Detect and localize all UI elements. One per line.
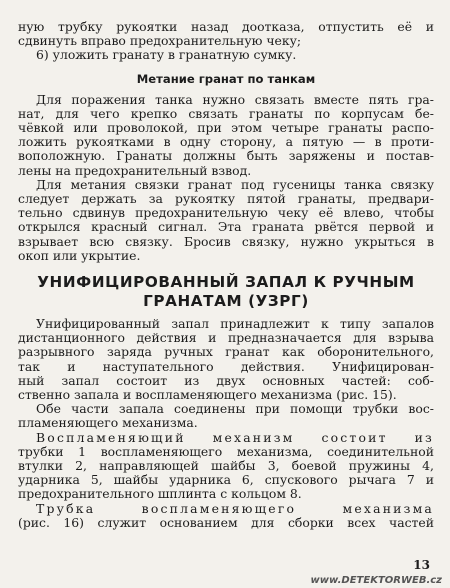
text-line: воположную. Гранаты должны быть заряжены и постав- (18, 149, 434, 164)
text-line: Обе части запала соединены при помощи трубки вос- (36, 402, 434, 417)
text-line: (рис. 16) служит основанием для сборки всех частей (18, 515, 434, 530)
paragraph (18, 93, 434, 178)
text-line: открылся красный сигнал. Эта граната рвётся первой и (18, 220, 434, 235)
text-line: ударника 5, шайбы ударника 6, спускового рычага 7 и (18, 473, 434, 488)
text-line: предохранительного шплинта с кольцом 8. (18, 487, 302, 502)
text-line: ный запал состоит из двух основных частей: соб- (18, 373, 434, 388)
paragraph (18, 502, 434, 530)
text-line: нат, для чего крепко связать гранаты по корпусам бе- (18, 106, 434, 121)
page-number: 13 (413, 558, 430, 572)
text-line: 6) уложить гранату в гранатную сумку. (36, 48, 297, 63)
text-line: лены на предохранительный взвод. (18, 163, 252, 178)
text-line: взрывает всю связку. Бросив связку, нужно укрыться в (18, 234, 434, 249)
text-line: тельно сдвинув предохранительную чеку её влево, чтобы (18, 206, 434, 221)
text-line: ную трубку рукоятки назад доотказа, отпустить её и (18, 20, 434, 34)
text-line: дистанционного действия и предназначается для взрыва (18, 331, 434, 346)
text-line: Для метания связки гранат под гусеницы танка связку (36, 177, 434, 192)
text-line: следует держать за рукоятку пятой гранаты, предвари- (18, 192, 434, 207)
text-line: Воспламеняющий механизм состоит из (36, 430, 434, 445)
paragraph (18, 402, 434, 430)
text-line: Трубка воспламеняющего механизма (36, 501, 434, 516)
text-line: окоп или укрытие. (18, 248, 141, 263)
heading-line: УНИФИЦИРОВАННЫЙ ЗАПАЛ К РУЧНЫМ (37, 273, 415, 292)
text-line: пламеняющего механизма. (18, 416, 198, 431)
text-line: Унифицированный запал принадлежит к типу запалов (36, 317, 434, 332)
text-line: разрывного заряда ручных гранат как оборонительного, (18, 345, 434, 360)
section-title: Метание гранат по танкам (136, 71, 316, 86)
text-line: ложить рукоятками в одну сторону, а пятую — в проти- (18, 135, 434, 150)
text-line: трубки 1 воспламеняющего механизма, соединительной (18, 444, 434, 459)
text-line: Для поражения танка нужно связать вместе пять гра- (36, 92, 434, 107)
top-paragraph (18, 20, 434, 63)
heading-line: ГРАНАТАМ (УЗРГ) (143, 292, 309, 311)
paragraph (18, 317, 434, 402)
chapter-heading (18, 273, 434, 311)
text-line: чёвкой или проволокой, при этом четыре гранаты распо- (18, 121, 434, 136)
text-line: сдвинуть вправо предохранительную чеку; (18, 34, 302, 49)
paragraph (18, 178, 434, 263)
watermark: www.DETEKTORWEB.cz (310, 575, 442, 586)
text-line: втулки 2, направляющей шайбы 3, боевой пружины 4, (18, 459, 434, 474)
text-line: так и наступательного действия. Унифицирован- (18, 359, 434, 374)
text-line: ственно запала и воспламеняющего механизма (рис. 15). (18, 388, 397, 403)
paragraph (18, 431, 434, 502)
